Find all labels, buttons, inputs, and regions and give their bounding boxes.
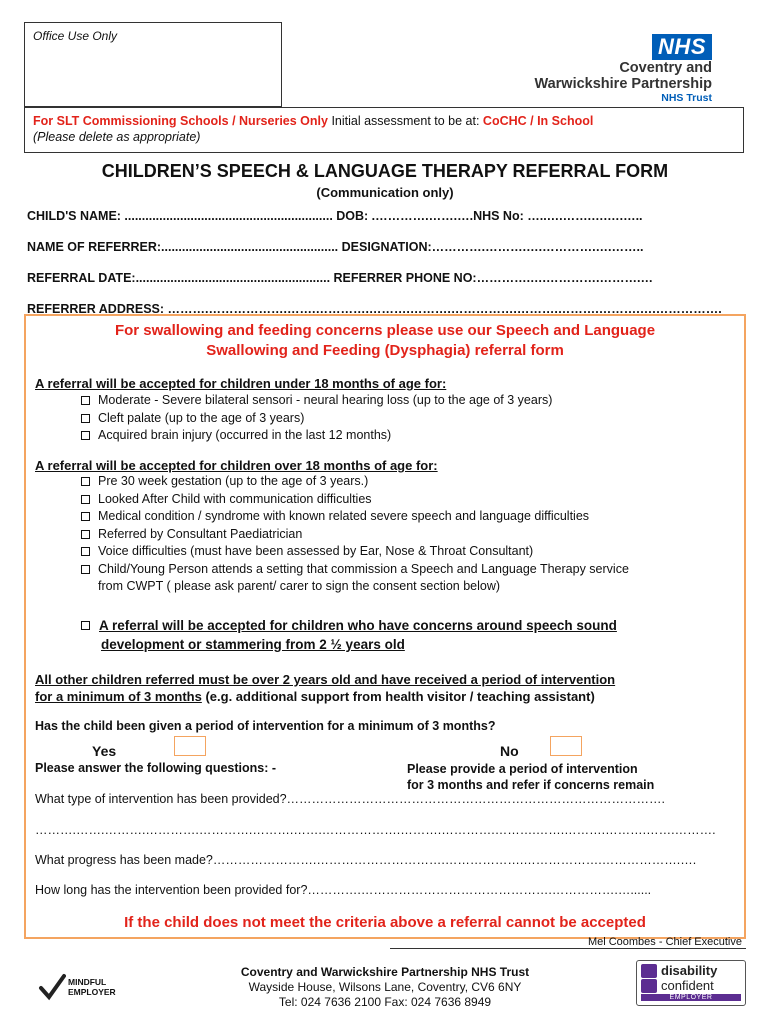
under18-heading: A referral will be accepted for children under 18 months of age for: [35, 376, 447, 391]
list-item[interactable]: Looked After Child with communication difficulties [81, 491, 629, 509]
list-item[interactable]: Moderate - Severe bilateral sensori - neural hearing loss (up to the age of 3 years) [81, 392, 552, 410]
slt-commissioning-box [24, 107, 744, 153]
form-title: CHILDREN’S SPEECH & LANGUAGE THERAPY REFERRAL FORM [101, 161, 669, 181]
nhs-logo [534, 34, 712, 104]
referrer-name-field[interactable]: NAME OF REFERRER:................................................... DESIGNATION:………….……….….………….….…….. [27, 240, 644, 254]
checkbox-icon[interactable] [81, 396, 90, 405]
checkbox-icon[interactable] [81, 431, 90, 440]
signature: Mel Coombes - Chief Executive [587, 936, 742, 948]
checkmark-icon [38, 973, 66, 1001]
intervention-type-field-cont[interactable]: ……….…….……….………….………….……….…….……………….……….………….……….…….……….……….…….………. [35, 823, 716, 837]
form-subtitle: (Communication only) [316, 185, 454, 200]
checkbox-icon[interactable] [81, 621, 90, 630]
referral-date-field[interactable]: REFERRAL DATE:........................................................ REFERRER PHONE NO:………….….………….……….… [27, 271, 653, 285]
speech-sound-criteria[interactable]: A referral will be accepted for children who have concerns around speech sound development or stammering from 2 ½ years old [81, 616, 617, 654]
checkbox-icon[interactable] [81, 565, 90, 574]
swallowing-notice [24, 321, 746, 361]
nhs-name-line1: Coventry and [619, 60, 712, 76]
signature-divider [390, 948, 746, 949]
footer-address: Wayside House, Wilsons Lane, Coventry, CV6 6NY [248, 980, 522, 994]
checkbox-icon[interactable] [81, 495, 90, 504]
footer-tel: Tel: 024 7636 2100 Fax: 024 7636 8949 [278, 995, 492, 1009]
confident-icon [641, 979, 657, 993]
mindful-employer-logo: MINDFUL EMPLOYER [38, 973, 116, 1001]
slt-note: (Please delete as appropriate) [33, 130, 201, 144]
under18-list [81, 392, 552, 445]
referrer-address-field[interactable]: REFERRER ADDRESS: ……….……………….…….………….……….……….…………….……….……….……….….……………. [27, 302, 722, 314]
list-item[interactable]: Medical condition / syndrome with known related severe speech and language difficulties [81, 508, 629, 526]
no-checkbox[interactable] [550, 736, 582, 756]
checkbox-icon[interactable] [81, 477, 90, 486]
list-item[interactable]: Child/Young Person attends a setting that commission a Speech and Language Therapy service [81, 561, 629, 579]
progress-field[interactable]: What progress has been made?…………………….………………………….……………….……………….……………….…. [35, 853, 697, 867]
yes-checkbox[interactable] [174, 736, 206, 756]
list-item-continued: from CWPT ( please ask parent/ carer to sign the consent section below) [98, 579, 501, 593]
nhs-badge: NHS [652, 34, 712, 60]
nhs-trust: NHS Trust [661, 92, 712, 104]
office-use-box [24, 22, 282, 107]
duration-field[interactable]: How long has the intervention been provided for?………….……………………………………….…………….…...... [35, 883, 652, 897]
list-item[interactable]: Voice difficulties (must have been assessed by Ear, Nose & Throat Consultant) [81, 543, 629, 561]
yes-instruction: Please answer the following questions: - [35, 761, 277, 775]
disability-confident-logo: disability confident EMPLOYER [636, 960, 746, 1006]
office-use-label: Office Use Only [33, 29, 118, 43]
checkbox-icon[interactable] [81, 414, 90, 423]
over18-heading: A referral will be accepted for children over 18 months of age for: [35, 458, 438, 473]
intervention-type-field[interactable]: What type of intervention has been provided?………………………………………………………………………………. [35, 792, 666, 806]
footer-org: Coventry and Warwickshire Partnership NHS Trust [240, 965, 530, 979]
list-item[interactable]: Cleft palate (up to the age of 3 years) [81, 410, 552, 428]
list-item[interactable]: Pre 30 week gestation (up to the age of 3 years.) [81, 473, 629, 491]
swallowing-line2: Swallowing and Feeding (Dysphagia) referral form [206, 342, 564, 359]
list-item[interactable]: Referred by Consultant Paediatrician [81, 526, 629, 544]
swallowing-line1: For swallowing and feeding concerns please use our Speech and Language [114, 322, 656, 339]
other-children-note: All other children referred must be over 2 years old and have received a period of intervention for a minimum of 3 months (e.g. additional support from health visitor / teaching assistant) [35, 672, 616, 704]
no-label: No [500, 743, 519, 759]
disability-icon [641, 964, 657, 978]
intervention-question: Has the child been given a period of intervention for a minimum of 3 months? [35, 719, 496, 733]
checkbox-icon[interactable] [81, 512, 90, 521]
no-instruction: Please provide a period of intervention for 3 months and refer if concerns remain [407, 762, 655, 792]
slt-middle: Initial assessment to be at: [327, 114, 483, 128]
yes-label: Yes [92, 743, 117, 759]
slt-prefix: For SLT Commissioning Schools / Nurseries Only [33, 114, 328, 128]
criteria-warning: If the child does not meet the criteria above a referral cannot be accepted [124, 914, 646, 931]
child-name-field[interactable]: CHILD'S NAME: ............................................................ DOB: .………….…….….NHS No: …..….…….….….….. [27, 209, 643, 223]
over18-list [81, 473, 629, 596]
checkbox-icon[interactable] [81, 530, 90, 539]
nhs-name-line2: Warwickshire Partnership [534, 76, 712, 92]
checkbox-icon[interactable] [81, 547, 90, 556]
list-item[interactable]: Acquired brain injury (occurred in the last 12 months) [81, 427, 552, 445]
slt-suffix: CoCHC / In School [482, 114, 594, 128]
